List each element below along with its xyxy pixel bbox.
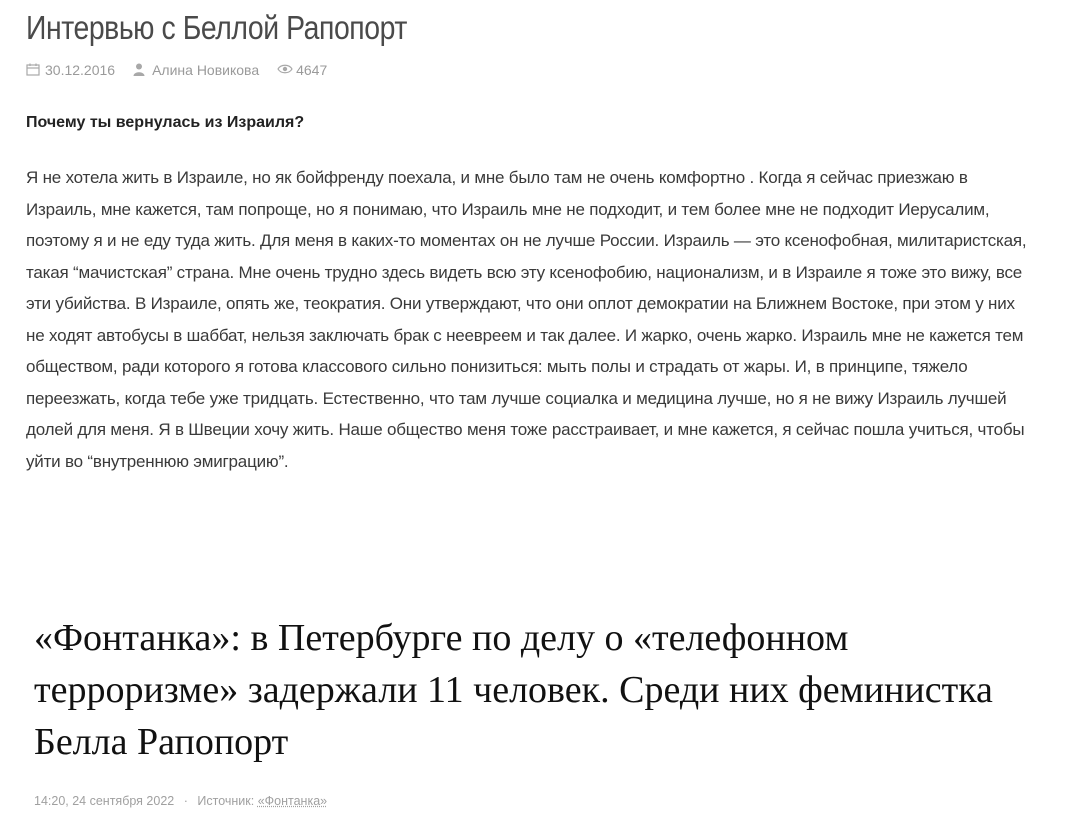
- article-views: 4647: [296, 62, 328, 78]
- author-meta: [133, 62, 259, 78]
- calendar-icon: [26, 63, 42, 77]
- news-meta: [34, 794, 1044, 808]
- date-meta: [26, 62, 115, 78]
- article-date: 30.12.2016: [45, 62, 116, 78]
- article-author[interactable]: Алина Новикова: [152, 62, 260, 78]
- news-timestamp: 14:20, 24 сентября 2022: [34, 794, 175, 808]
- article-title[interactable]: Интервью с Беллой Рапопорт: [26, 9, 407, 46]
- eye-icon: [277, 63, 293, 77]
- interview-question: Почему ты вернулась из Израиля?: [26, 114, 305, 131]
- news-headline[interactable]: «Фонтанка»: в Петербурге по делу о «телефонном терроризме» задержали 11 человек. Среди них феминистка Белла Рапопорт: [34, 617, 993, 763]
- meta-separator: ·: [183, 794, 188, 808]
- interview-answer: Я не хотела жить в Израиле, но як бойфренду поехала, и мне было там не очень комфортно . Когда я сейчас приезжаю в Израиль, мне кажется, там попроще, но я понимаю, что Израиль мне не подходит, и тем более мне не подходит Иерусалим, поэтому я и не еду туда жить. Для меня в каких-то моментах он не лучше России. Израиль — это ксенофобная, милитаристская, такая “мачистская” страна. Мне очень трудно здесь видеть всю эту ксенофобию, национализм, и в Израиле я тоже это вижу, все эти убийства. В Израиле, опять же, теократия. Они утверждают, что они оплот демократии на Ближнем Востоке, при этом у них не ходят автобусы в шаббат, нельзя заключать брак с неевреем и так далее. И жарко, очень жарко. Израиль мне не кажется тем обществом, ради которого я готова классового сильно понизиться: мыть полы и страдать от жары. И, в принципе, тяжело переезжать, когда тебе уже тридцать. Естественно, что там лучше социалка и медицина лучше, но я не вижу Израиль лучшей долей для меня. Я в Швеции хочу жить. Наше общество меня тоже расстраивает, и мне кажется, я сейчас пошла учиться, чтобы уйти во “внутреннюю эмиграцию”.: [26, 168, 1027, 471]
- source-link[interactable]: «Фонтанка»: [257, 794, 328, 808]
- source-label: Источник:: [197, 794, 255, 808]
- interview-article: [26, 0, 1036, 494]
- views-meta: [277, 62, 327, 78]
- user-icon: [133, 63, 149, 77]
- article-meta: [26, 60, 1036, 80]
- news-block: [34, 612, 1044, 808]
